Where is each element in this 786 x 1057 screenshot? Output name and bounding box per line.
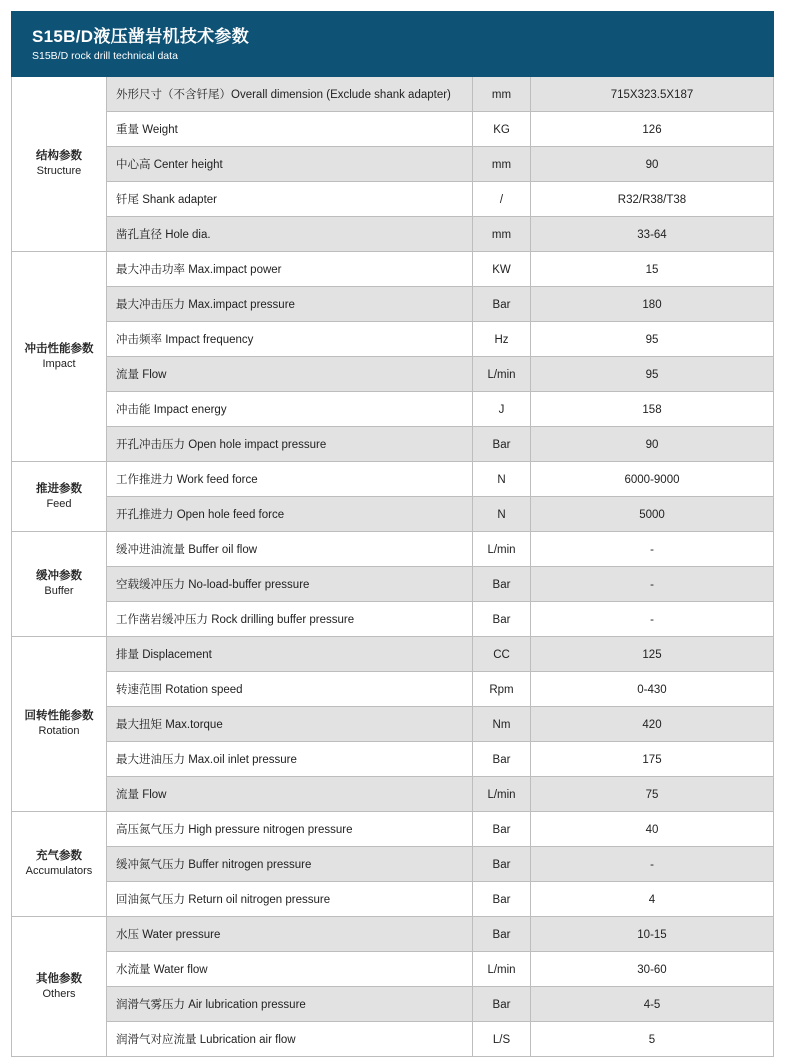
parameter-cell: 回油氮气压力 Return oil nitrogen pressure bbox=[107, 882, 473, 917]
unit-cell: N bbox=[473, 462, 531, 497]
parameter-cell: 高压氮气压力 High pressure nitrogen pressure bbox=[107, 812, 473, 847]
category-cell bbox=[12, 917, 107, 1057]
parameter-cell: 开孔冲击压力 Open hole impact pressure bbox=[107, 427, 473, 462]
unit-cell: N bbox=[473, 497, 531, 532]
category-label-zh: 结构参数 bbox=[36, 150, 82, 162]
spec-table bbox=[11, 77, 774, 1057]
value-cell: 40 bbox=[531, 812, 774, 847]
table-row bbox=[12, 427, 774, 462]
value-cell: 126 bbox=[531, 112, 774, 147]
value-cell: 4-5 bbox=[531, 987, 774, 1022]
unit-cell: L/min bbox=[473, 952, 531, 987]
parameter-cell: 水流量 Water flow bbox=[107, 952, 473, 987]
category-label-zh: 回转性能参数 bbox=[24, 710, 94, 722]
value-cell: R32/R38/T38 bbox=[531, 182, 774, 217]
value-cell: 180 bbox=[531, 287, 774, 322]
page-subtitle: S15B/D rock drill technical data bbox=[32, 50, 178, 62]
parameter-cell: 流量 Flow bbox=[107, 357, 473, 392]
parameter-cell: 冲击能 Impact energy bbox=[107, 392, 473, 427]
value-cell: 75 bbox=[531, 777, 774, 812]
table-row bbox=[12, 147, 774, 182]
value-cell: 15 bbox=[531, 252, 774, 287]
parameter-cell: 凿孔直径 Hole dia. bbox=[107, 217, 473, 252]
table-row bbox=[12, 252, 774, 287]
unit-cell: L/S bbox=[473, 1022, 531, 1057]
table-row bbox=[12, 917, 774, 952]
value-cell: 6000-9000 bbox=[531, 462, 774, 497]
table-row bbox=[12, 637, 774, 672]
unit-cell: J bbox=[473, 392, 531, 427]
unit-cell: Nm bbox=[473, 707, 531, 742]
parameter-cell: 流量 Flow bbox=[107, 777, 473, 812]
parameter-cell: 最大进油压力 Max.oil inlet pressure bbox=[107, 742, 473, 777]
value-cell: 125 bbox=[531, 637, 774, 672]
category-label-zh: 充气参数 bbox=[36, 850, 82, 862]
value-cell: 175 bbox=[531, 742, 774, 777]
unit-cell: Bar bbox=[473, 987, 531, 1022]
value-cell: - bbox=[531, 567, 774, 602]
unit-cell: Bar bbox=[473, 287, 531, 322]
table-row bbox=[12, 287, 774, 322]
table-row bbox=[12, 112, 774, 147]
parameter-cell: 中心高 Center height bbox=[107, 147, 473, 182]
category-label-en: Structure bbox=[36, 165, 82, 177]
table-row bbox=[12, 392, 774, 427]
unit-cell: L/min bbox=[473, 777, 531, 812]
page-title: S15B/D液压凿岩机技术参数 bbox=[32, 27, 250, 46]
category-label-zh: 缓冲参数 bbox=[36, 570, 82, 582]
table-row bbox=[12, 357, 774, 392]
unit-cell: L/min bbox=[473, 532, 531, 567]
category-cell bbox=[12, 77, 107, 252]
table-row bbox=[12, 952, 774, 987]
category-cell bbox=[12, 637, 107, 812]
category-cell bbox=[12, 532, 107, 637]
parameter-cell: 最大冲击压力 Max.impact pressure bbox=[107, 287, 473, 322]
category-cell bbox=[12, 252, 107, 462]
value-cell: 420 bbox=[531, 707, 774, 742]
table-row bbox=[12, 882, 774, 917]
table-row bbox=[12, 847, 774, 882]
table-row bbox=[12, 322, 774, 357]
parameter-cell: 工作凿岩缓冲压力 Rock drilling buffer pressure bbox=[107, 602, 473, 637]
unit-cell: Bar bbox=[473, 742, 531, 777]
table-row bbox=[12, 77, 774, 112]
category-label-en: Accumulators bbox=[25, 865, 93, 877]
unit-cell: / bbox=[473, 182, 531, 217]
unit-cell: CC bbox=[473, 637, 531, 672]
table-row bbox=[12, 182, 774, 217]
parameter-cell: 重量 Weight bbox=[107, 112, 473, 147]
parameter-cell: 钎尾 Shank adapter bbox=[107, 182, 473, 217]
value-cell: 5 bbox=[531, 1022, 774, 1057]
value-cell: 5000 bbox=[531, 497, 774, 532]
unit-cell: Bar bbox=[473, 427, 531, 462]
value-cell: 158 bbox=[531, 392, 774, 427]
table-row bbox=[12, 497, 774, 532]
value-cell: 95 bbox=[531, 357, 774, 392]
value-cell: 90 bbox=[531, 147, 774, 182]
table-row bbox=[12, 812, 774, 847]
parameter-cell: 排量 Displacement bbox=[107, 637, 473, 672]
parameter-cell: 外形尺寸（不含钎尾）Overall dimension (Exclude shank adapter) bbox=[107, 77, 473, 112]
category-label-zh: 冲击性能参数 bbox=[24, 342, 94, 355]
parameter-cell: 开孔推进力 Open hole feed force bbox=[107, 497, 473, 532]
category-label-zh: 推进参数 bbox=[36, 482, 82, 495]
unit-cell: Bar bbox=[473, 847, 531, 882]
unit-cell: L/min bbox=[473, 357, 531, 392]
unit-cell: Bar bbox=[473, 567, 531, 602]
value-cell: 4 bbox=[531, 882, 774, 917]
value-cell: - bbox=[531, 847, 774, 882]
category-label-en: Impact bbox=[42, 357, 76, 370]
parameter-cell: 转速范围 Rotation speed bbox=[107, 672, 473, 707]
parameter-cell: 冲击频率 Impact frequency bbox=[107, 322, 473, 357]
parameter-cell: 最大扭矩 Max.torque bbox=[107, 707, 473, 742]
parameter-cell: 缓冲氮气压力 Buffer nitrogen pressure bbox=[107, 847, 473, 882]
value-cell: 95 bbox=[531, 322, 774, 357]
table-row bbox=[12, 462, 774, 497]
title-banner bbox=[11, 11, 774, 77]
parameter-cell: 缓冲进油流量 Buffer oil flow bbox=[107, 532, 473, 567]
table-row bbox=[12, 707, 774, 742]
parameter-cell: 水压 Water pressure bbox=[107, 917, 473, 952]
table-row bbox=[12, 1022, 774, 1057]
table-row bbox=[12, 567, 774, 602]
unit-cell: Hz bbox=[473, 322, 531, 357]
category-label-en: Feed bbox=[46, 497, 72, 510]
parameter-cell: 空载缓冲压力 No-load-buffer pressure bbox=[107, 567, 473, 602]
value-cell: - bbox=[531, 602, 774, 637]
spec-table-body bbox=[12, 77, 774, 1057]
table-row bbox=[12, 742, 774, 777]
unit-cell: KG bbox=[473, 112, 531, 147]
value-cell: 33-64 bbox=[531, 217, 774, 252]
unit-cell: KW bbox=[473, 252, 531, 287]
table-row bbox=[12, 217, 774, 252]
category-label-en: Others bbox=[42, 987, 76, 1000]
unit-cell: Bar bbox=[473, 917, 531, 952]
unit-cell: Bar bbox=[473, 882, 531, 917]
parameter-cell: 润滑气雾压力 Air lubrication pressure bbox=[107, 987, 473, 1022]
category-label-zh: 其他参数 bbox=[36, 972, 82, 985]
category-label-en: Rotation bbox=[38, 725, 80, 737]
unit-cell: mm bbox=[473, 147, 531, 182]
table-row bbox=[12, 777, 774, 812]
table-row bbox=[12, 672, 774, 707]
category-cell bbox=[12, 812, 107, 917]
table-row bbox=[12, 987, 774, 1022]
parameter-cell: 最大冲击功率 Max.impact power bbox=[107, 252, 473, 287]
parameter-cell: 润滑气对应流量 Lubrication air flow bbox=[107, 1022, 473, 1057]
value-cell: 90 bbox=[531, 427, 774, 462]
unit-cell: Bar bbox=[473, 602, 531, 637]
unit-cell: Rpm bbox=[473, 672, 531, 707]
category-label-en: Buffer bbox=[44, 585, 74, 597]
value-cell: - bbox=[531, 532, 774, 567]
unit-cell: mm bbox=[473, 77, 531, 112]
parameter-cell: 工作推进力 Work feed force bbox=[107, 462, 473, 497]
category-cell bbox=[12, 462, 107, 532]
value-cell: 715X323.5X187 bbox=[531, 77, 774, 112]
table-row bbox=[12, 602, 774, 637]
value-cell: 30-60 bbox=[531, 952, 774, 987]
table-row bbox=[12, 532, 774, 567]
unit-cell: Bar bbox=[473, 812, 531, 847]
unit-cell: mm bbox=[473, 217, 531, 252]
value-cell: 0-430 bbox=[531, 672, 774, 707]
value-cell: 10-15 bbox=[531, 917, 774, 952]
